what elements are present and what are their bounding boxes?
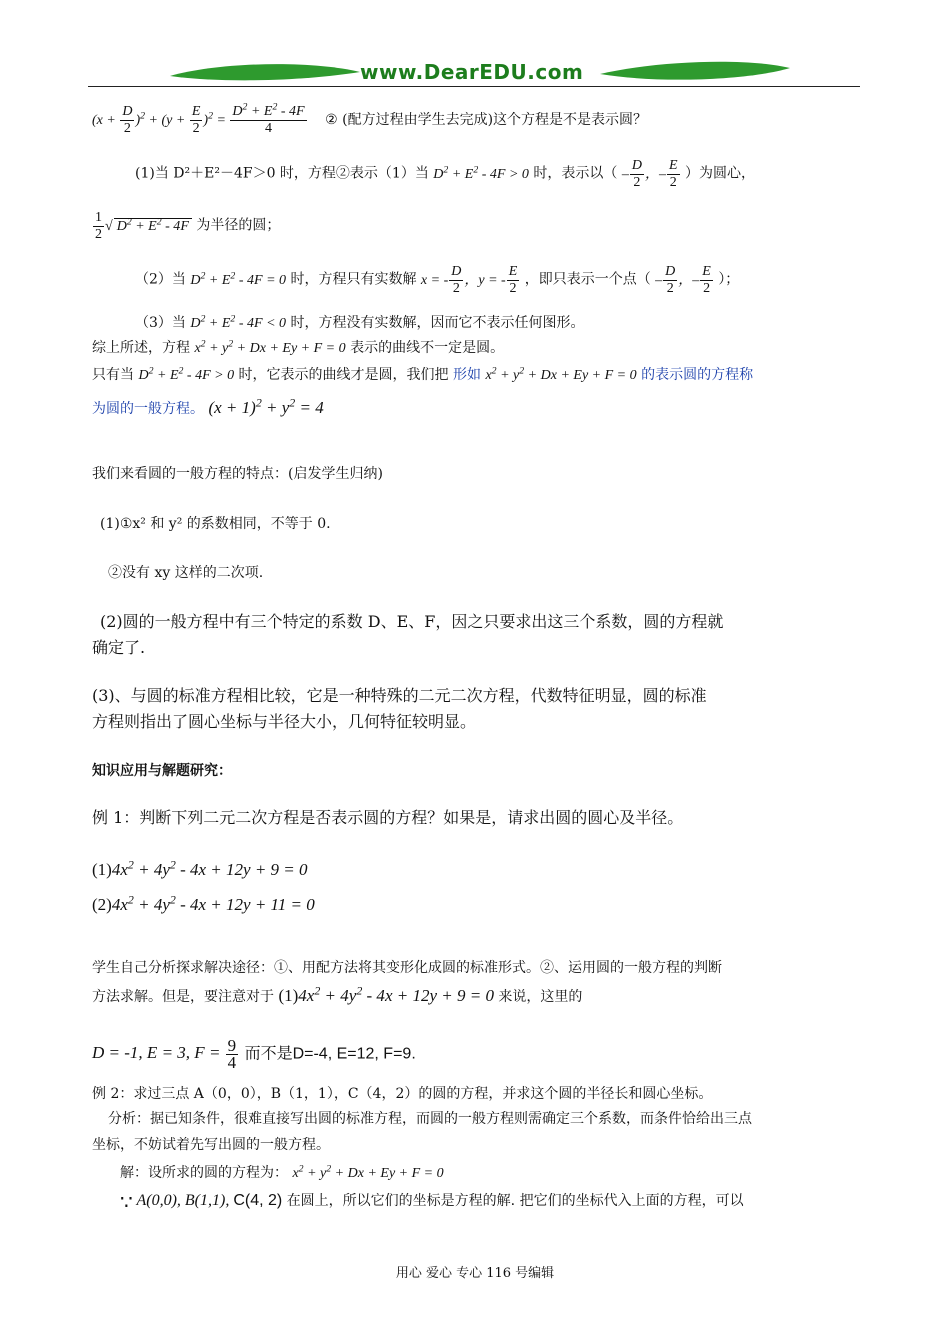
- center-coordinates: – $\frac{D}{2}$ ，– $\frac{E}{2}$: [621, 158, 678, 190]
- line-5-text-b: 时，方程没有实数解，因而它不表示任何图形。: [290, 315, 585, 331]
- condition-zero: $D^2 + E^2 - 4F = 0$: [190, 270, 287, 288]
- radius-expression: $\frac{1}{2}$ √ $D^2 + E^2 - 4F$: [92, 219, 192, 234]
- example-1-equation-2: $(2)4x^2 + 4y^2 - 4x + 12y + 11 = 0$: [92, 892, 315, 914]
- real-solution: x = - $\frac{D}{2}$ ，y = - $\frac{E}{2}$: [420, 264, 518, 296]
- definition-link-a: 形如: [453, 367, 481, 383]
- line-7-text-b: 时，它表示的曲线才是圆，我们把: [238, 367, 449, 383]
- line-2-text-a: (1)当 D²＋E²－4F＞0 时，方程②表示（1）当: [135, 165, 429, 182]
- coefficient-line: [92, 1038, 416, 1071]
- header-rule: [88, 86, 860, 87]
- definition-link-b: 的表示圆的方程称: [641, 367, 754, 383]
- condition-positive-2: $D^2 + E^2 - 4F > 0$: [138, 365, 235, 383]
- line-7-text-a: 只有当: [92, 367, 134, 383]
- line-6-text-b: 表示的曲线不一定是圆。: [350, 340, 505, 356]
- coefficient-contrast: 而不是D=-4, E=12, F=9.: [244, 1045, 416, 1063]
- feature-4-line-2: 方程则指出了圆心坐标与半径大小，几何特征较明显。: [92, 712, 477, 731]
- example-circle-equation: $(x + 1)^2 + y^2 = 4$: [208, 395, 324, 417]
- footer-text: 用心 爱心 专心 116 号编辑: [395, 1266, 555, 1281]
- analysis-line-2-text-a: 方法求解。但是，要注意对于: [92, 989, 274, 1005]
- solution-equation: $x^2 + y^2 + Dx + Ey + F = 0$: [292, 1163, 444, 1181]
- line-2-text-c: ）为圆心，: [684, 165, 755, 182]
- line-1: [92, 101, 648, 137]
- leaf-swoosh-left-icon: [170, 58, 360, 88]
- line-4-text-a: （2）当: [135, 271, 186, 288]
- points-line-text: 在圆上，所以它们的坐标是方程的解. 把它们的坐标代入上面的方程，可以: [286, 1193, 744, 1209]
- line-3-text: 为半径的圆；: [196, 217, 281, 234]
- line-7: [92, 364, 753, 384]
- line-2: [135, 158, 755, 191]
- example-2-analysis-1: 分析：据已知条件，很难直接写出圆的标准方程，而圆的一般方程则需确定三个系数，而条件恰给出三点: [108, 1111, 752, 1127]
- single-point: – $\frac{D}{2}$ ，– $\frac{E}{2}$: [655, 264, 711, 296]
- example-1-prompt: 例 1：判断下列二元二次方程是否表示圆的方程？如果是，请求出圆的圆心及半径。: [92, 808, 684, 827]
- line-4: [135, 264, 739, 297]
- line-5-text-a: （3）当: [135, 315, 186, 331]
- definition-link-c: 为圆的一般方程。: [92, 401, 204, 417]
- feature-4-line-1: (3)、与圆的标准方程相比较，它是一种特殊的二元二次方程，代数特征明显，圆的标准: [92, 686, 707, 705]
- condition-positive: $D^2 + E^2 - 4F > 0$: [433, 164, 529, 182]
- section-heading: 知识应用与解题研究：: [92, 763, 232, 779]
- feature-2: ②没有 xy 这样的二次项.: [108, 565, 264, 581]
- example-1-equation-1: $(1)4x^2 + 4y^2 - 4x + 12y + 9 = 0$: [92, 857, 308, 879]
- line-4-text-d: ）；: [718, 271, 740, 288]
- line-4-text-c: ，即只表示一个点（: [524, 271, 651, 288]
- line-3: [92, 210, 280, 243]
- example-2-analysis-2: 坐标，不妨试着先写出圆的一般方程。: [92, 1137, 330, 1153]
- line-2-text-b: 时，表示以（: [533, 165, 618, 182]
- coefficient-values: D = -1, E = 3, F = $\frac{9}{4}$: [92, 1036, 237, 1072]
- feature-3-line-2: 确定了.: [92, 638, 146, 657]
- line-8: [92, 395, 324, 418]
- line-6-text-a: 综上所述，方程: [92, 340, 190, 356]
- header: [88, 56, 860, 90]
- condition-negative: $D^2 + E^2 - 4F < 0$: [190, 313, 287, 331]
- completed-square-equation: (x + $\frac{D}{2}$ )$^2$ + (y + $\frac{E}{2}$ )$^2$ = $\frac{D^2 + E^2 - 4F}{4}$: [92, 101, 305, 136]
- analysis-line-1: 学生自己分析探求解决途径：①、用配方法将其变形化成圆的标准形式。②、运用圆的一般方程的判断: [92, 960, 722, 976]
- line-4-text-b: 时，方程只有实数解: [290, 271, 417, 288]
- line-5: [135, 312, 584, 332]
- solution-text: 解：设所求的圆的方程为：: [120, 1165, 288, 1181]
- points-line: [120, 1190, 744, 1215]
- general-equation-2: $x^2 + y^2 + Dx + Ey + F = 0$: [485, 365, 637, 383]
- example-2-prompt: 例 2：求过三点 A（0，0），B（1，1），C（4，2）的圆的方程，并求这个圆的半径长和圆心坐标。: [92, 1086, 713, 1102]
- leaf-swoosh-right-icon: [600, 58, 790, 88]
- points-on-circle: ∵ A(0,0), B(1,1), C(4, 2): [120, 1192, 283, 1214]
- analysis-line-2-text-b: 来说，这里的: [498, 989, 583, 1005]
- features-intro: 我们来看圆的一般方程的特点：(启发学生归纳): [92, 466, 383, 482]
- line-6: [92, 337, 504, 357]
- line-1-text: ② (配方过程由学生去完成)这个方程是不是表示圆？: [325, 111, 648, 128]
- feature-3-line-1: (2)圆的一般方程中有三个特定的系数 D、E、F，因之只要求出这三个系数，圆的方程就: [100, 612, 724, 631]
- analysis-equation: $(1)4x^2 + 4y^2 - 4x + 12y + 9 = 0$: [278, 983, 494, 1005]
- general-equation: $x^2 + y^2 + Dx + Ey + F = 0$: [194, 338, 346, 356]
- site-logo-text: www.DearEDU.com: [360, 60, 584, 84]
- solution-line: [120, 1162, 444, 1182]
- analysis-line-2: [92, 983, 583, 1006]
- feature-1: (1)①x² 和 y² 的系数相同，不等于 0.: [100, 516, 331, 532]
